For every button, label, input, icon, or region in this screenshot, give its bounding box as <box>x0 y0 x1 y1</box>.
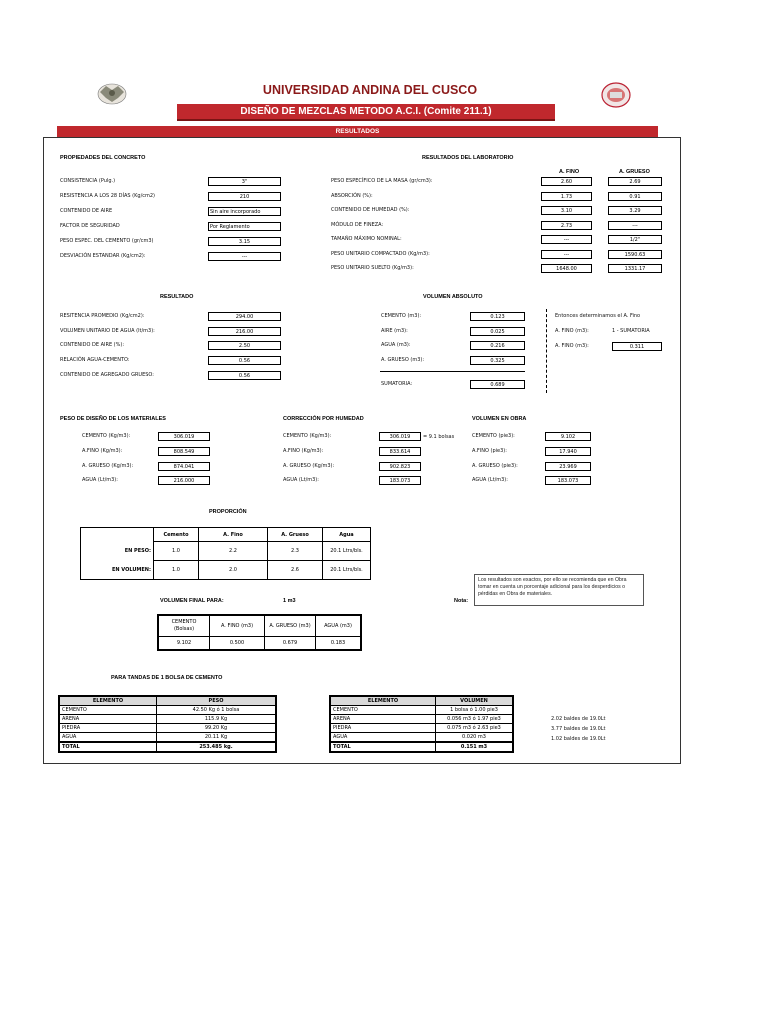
fino-note: Entonces determinamos el A. Fino <box>555 313 641 319</box>
vf-value: 0.679 <box>265 637 316 651</box>
concreto-label: CONTENIDO DE AIRE <box>60 208 113 214</box>
correccion-value: 306.019 <box>379 432 421 441</box>
fino-formula-label: A. FINO (m3): <box>555 328 589 334</box>
tanda-vol-row <box>330 715 513 724</box>
laboratorio-title: RESULTADOS DEL LABORATORIO <box>422 155 514 161</box>
baldes-piedra: 3.77 baldes de 19.0Lt <box>551 726 606 732</box>
obra-value: 183.073 <box>545 476 591 485</box>
prop-cell: 20.1 Ltrs/bls. <box>323 561 371 580</box>
peso-value: 874.041 <box>158 462 210 471</box>
lab-col-grueso: A. GRUESO <box>619 169 650 175</box>
sum-line <box>380 371 525 372</box>
method-title: DISEÑO DE MEZCLAS METODO A.C.I. (Comite 211.1) <box>240 106 492 117</box>
obra-label: A.FINO (pie3): <box>472 448 507 454</box>
prop-row-peso-label: EN PESO: <box>124 548 151 554</box>
tanda-vol-elemento: PIEDRA <box>330 724 436 733</box>
tanda-vol-head-volumen: VOLUMEN <box>436 696 514 706</box>
baldes-agua: 1.02 baldes de 19.0Lt <box>551 736 606 742</box>
nota-box <box>474 574 644 606</box>
peso-value: 306.019 <box>158 432 210 441</box>
tanda-peso-elemento: PIEDRA <box>59 724 157 733</box>
tanda-vol-total-label: TOTAL <box>330 742 436 752</box>
obra-label: CEMENTO (pie3): <box>472 433 515 439</box>
tanda-peso-row <box>59 733 276 743</box>
correccion-value: 833.614 <box>379 447 421 456</box>
concreto-label: DESVIACIÓN ESTANDAR (Kg/cm2): <box>60 253 146 259</box>
tanda-peso-table <box>58 695 277 753</box>
lab-grueso-value: 1590.63 <box>608 250 662 259</box>
resultado-label: RESITENCIA PROMEDIO (Kg/cm2): <box>60 313 145 319</box>
resultado-value: 294.00 <box>208 312 281 321</box>
prop-head-agua: Agua <box>323 528 371 542</box>
nota-label: Nota: <box>454 598 469 604</box>
tanda-peso-elemento: CEMENTO <box>59 706 157 715</box>
divider-dashed <box>546 309 548 393</box>
correccion-label: AGUA (Lt/m3): <box>283 477 319 483</box>
lab-fino-value: 1648.00 <box>541 264 592 273</box>
vf-head-agua: AGUA (m3) <box>316 615 362 637</box>
prop-head-cemento: Cemento <box>154 528 199 542</box>
tanda-vol-row <box>330 724 513 733</box>
results-title: RESULTADOS <box>335 128 380 135</box>
concreto-value: Sin aire incorporado <box>208 207 281 216</box>
prop-cell: 2.3 <box>268 542 323 561</box>
vf-head-cemento: CEMENTO (Bolsas) <box>158 615 210 637</box>
correccion-label: A. GRUESO (Kg/m3): <box>283 463 335 469</box>
obra-value: 17.940 <box>545 447 591 456</box>
university-logo-right <box>600 80 632 110</box>
lab-fino-value: 1.73 <box>541 192 592 201</box>
obra-label: A. GRUESO (pie3): <box>472 463 518 469</box>
correccion-title: CORRECCIÓN POR HUMEDAD <box>283 416 364 422</box>
volumen-absoluto-title: VOLUMEN ABSOLUTO <box>423 294 483 300</box>
concreto-value: --- <box>208 252 281 261</box>
tanda-vol-head-elemento: ELEMENTO <box>330 696 436 706</box>
vabs-value: 0.025 <box>470 327 525 336</box>
lab-label: PESO UNITARIO SUELTO (Kg/m3): <box>331 265 414 271</box>
vabs-label: A. GRUESO (m3): <box>381 357 425 363</box>
correccion-value: 183.073 <box>379 476 421 485</box>
prop-cell: 20.1 Ltrs/bls. <box>323 542 371 561</box>
tanda-peso-total-value: 253.485 kg. <box>157 742 277 752</box>
tanda-peso-row <box>59 715 276 724</box>
tanda-peso-valor: 20.11 Kg <box>157 733 277 743</box>
sum-label: SUMATORIA: <box>381 381 413 387</box>
concreto-label: PESO ESPEC. DEL CEMENTO (gr/cm3) <box>60 238 154 244</box>
vf-head-grueso: A. GRUESO (m3) <box>265 615 316 637</box>
vf-value: 0.500 <box>210 637 265 651</box>
volumen-final-unit: 1 m3 <box>283 598 296 604</box>
resultado-label: RELACIÓN AGUA-CEMENTO: <box>60 357 130 363</box>
vabs-value: 0.123 <box>470 312 525 321</box>
lab-fino-value: 2.60 <box>541 177 592 186</box>
vabs-value: 0.216 <box>470 341 525 350</box>
lab-label: TAMAÑO MÁXIMO NOMINAL: <box>331 236 402 242</box>
tanda-peso-head-peso: PESO <box>157 696 277 706</box>
volumen-final-table <box>157 614 362 651</box>
tandas-title: PARA TANDAS DE 1 BOLSA DE CEMENTO <box>111 675 223 681</box>
vabs-label: AGUA (m3): <box>381 342 411 348</box>
tanda-vol-row <box>330 706 513 715</box>
lab-grueso-value: 3.29 <box>608 206 662 215</box>
fino-result-value: 0.311 <box>612 342 662 351</box>
vf-value: 9.102 <box>158 637 210 651</box>
tanda-peso-row <box>59 706 276 715</box>
vf-head-fino: A. FINO (m3) <box>210 615 265 637</box>
lab-fino-value: 2.73 <box>541 221 592 230</box>
tanda-vol-valor: 1 bolsa ó 1.00 pie3 <box>436 706 514 715</box>
volumen-obra-title: VOLUMEN EN OBRA <box>472 416 527 422</box>
lab-fino-value: 3.10 <box>541 206 592 215</box>
tanda-vol-total-value: 0.151 m3 <box>436 742 514 752</box>
tanda-peso-head-elemento: ELEMENTO <box>59 696 157 706</box>
prop-cell: 2.0 <box>199 561 268 580</box>
lab-col-fino: A. FINO <box>559 169 580 175</box>
prop-cell: 1.0 <box>154 542 199 561</box>
obra-label: AGUA (Lt/m3): <box>472 477 508 483</box>
resultado-value: 2.50 <box>208 341 281 350</box>
peso-value: 216.000 <box>158 476 210 485</box>
resultado-value: 0.56 <box>208 356 281 365</box>
concreto-title: PROPIEDADES DEL CONCRETO <box>60 155 146 161</box>
university-title: UNIVERSIDAD ANDINA DEL CUSCO <box>262 83 478 97</box>
tanda-peso-valor: 99.20 Kg <box>157 724 277 733</box>
peso-label: A.FINO (Kg/m3): <box>82 448 123 454</box>
tanda-vol-elemento: CEMENTO <box>330 706 436 715</box>
tanda-peso-row <box>59 724 276 733</box>
concreto-value: 3.15 <box>208 237 281 246</box>
concreto-label: CONSISTENCIA (Pulg.) <box>60 178 116 184</box>
correccion-label: A.FINO (Kg/m3): <box>283 448 324 454</box>
fino-formula: 1 - SUMATORIA <box>612 328 650 334</box>
obra-value: 9.102 <box>545 432 591 441</box>
bolsas-count: = 9.1 bolsas <box>423 434 455 440</box>
prop-head-grueso: A. Grueso <box>268 528 323 542</box>
prop-cell: 2.6 <box>268 561 323 580</box>
lab-grueso-value: 0.91 <box>608 192 662 201</box>
concreto-label: FACTOR DE SEGURIDAD <box>60 223 120 229</box>
vabs-label: AIRE (m3): <box>381 328 408 334</box>
peso-label: AGUA (Lt/m3): <box>82 477 118 483</box>
resultado-value: 216.00 <box>208 327 281 336</box>
tanda-vol-elemento: AGUA <box>330 733 436 743</box>
lab-label: PESO ESPECÍFICO DE LA MASA (gr/cm3): <box>331 178 433 184</box>
lab-fino-value: --- <box>541 250 592 259</box>
resultado-label: CONTENIDO DE AIRE (%): <box>60 342 125 348</box>
method-banner <box>177 104 555 121</box>
nota-text: Los resultados son exactos, por ello se recomienda que en Obra tomar en cuenta un porcentaje adicional para los desperdicios o pérdidas en Obra de materiales. <box>478 577 627 597</box>
vf-value: 0.183 <box>316 637 362 651</box>
tanda-peso-total-label: TOTAL <box>59 742 157 752</box>
lab-grueso-value: 1331.17 <box>608 264 662 273</box>
peso-value: 808.549 <box>158 447 210 456</box>
peso-diseno-title: PESO DE DISEÑO DE LOS MATERIALES <box>60 416 166 422</box>
fino-result-label: A. FINO (m3): <box>555 343 589 349</box>
tanda-peso-valor: 42.50 Kg ó 1 bolsa <box>157 706 277 715</box>
proporcion-table <box>80 527 371 580</box>
tanda-vol-elemento: ARENA <box>330 715 436 724</box>
vabs-value: 0.325 <box>470 356 525 365</box>
lab-grueso-value: --- <box>608 221 662 230</box>
resultado-label: VOLUMEN UNITARIO DE AGUA (lt/m3): <box>60 328 155 334</box>
prop-head-fino: A. Fino <box>199 528 268 542</box>
tanda-vol-valor: 0.056 m3 ó 1.97 pie3 <box>436 715 514 724</box>
lab-label: CONTENIDO DE HUMEDAD (%): <box>331 207 410 213</box>
lab-grueso-value: 1/2" <box>608 235 662 244</box>
prop-cell: 2.2 <box>199 542 268 561</box>
resultado-value: 0.56 <box>208 371 281 380</box>
concreto-value: 3" <box>208 177 281 186</box>
lab-label: ABSORCIÓN (%): <box>331 192 373 199</box>
tanda-peso-elemento: ARENA <box>59 715 157 724</box>
prop-cell: 1.0 <box>154 561 199 580</box>
tanda-volumen-table <box>329 695 514 753</box>
baldes-arena: 2.02 baldes de 19.0Lt <box>551 716 606 722</box>
tanda-vol-valor: 0.020 m3 <box>436 733 514 743</box>
sum-value: 0.689 <box>470 380 525 389</box>
correccion-value: 902.823 <box>379 462 421 471</box>
lab-label: PESO UNITARIO COMPACTADO (Kg/m3): <box>331 250 430 257</box>
tanda-vol-valor: 0.075 m3 ó 2.63 pie3 <box>436 724 514 733</box>
tanda-peso-elemento: AGUA <box>59 733 157 743</box>
proporcion-title: PROPORCIÓN <box>209 509 247 515</box>
concreto-value: Por Reglamento <box>208 222 281 231</box>
correccion-label: CEMENTO (Kg/m3): <box>283 433 332 439</box>
lab-label: MÓDULO DE FINEZA: <box>331 221 384 228</box>
university-logo-left <box>94 78 130 108</box>
resultado-label: CONTENIDO DE AGREGADO GRUESO: <box>60 372 154 378</box>
concreto-label: RESISTENCIA A LOS 28 DÍAS (Kg/cm2) <box>60 193 155 199</box>
vabs-label: CEMENTO (m3): <box>381 313 422 319</box>
tanda-peso-valor: 115.9 Kg <box>157 715 277 724</box>
tanda-vol-row <box>330 733 513 743</box>
resultado-title: RESULTADO <box>160 294 194 300</box>
peso-label: A. GRUESO (Kg/m3): <box>82 463 134 469</box>
obra-value: 23.969 <box>545 462 591 471</box>
peso-label: CEMENTO (Kg/m3): <box>82 433 131 439</box>
volumen-final-title: VOLUMEN FINAL PARA: <box>160 598 224 604</box>
prop-row-volumen-label: EN VOLUMEN: <box>111 566 151 573</box>
lab-grueso-value: 2.69 <box>608 177 662 186</box>
lab-fino-value: --- <box>541 235 592 244</box>
concreto-value: 210 <box>208 192 281 201</box>
